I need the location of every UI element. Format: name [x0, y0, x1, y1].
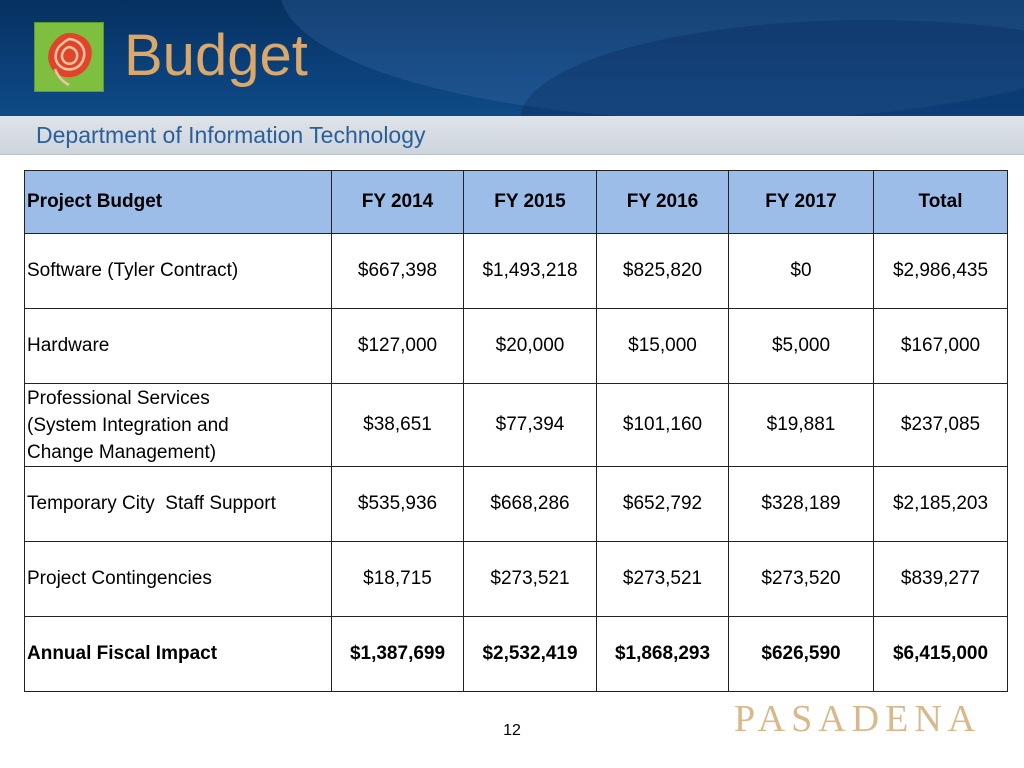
row-label-line: Change Management): [27, 441, 217, 463]
cell-fy2017: $5,000: [729, 309, 874, 384]
subtitle-bar: [0, 116, 1024, 155]
table-row: [25, 467, 1008, 542]
table-row-total: [25, 617, 1008, 692]
cell-total: $839,277: [874, 542, 1008, 617]
table-header-row: [25, 171, 1008, 234]
cell-fy2015: $668,286: [464, 467, 597, 542]
cell-total: $237,085: [874, 384, 1008, 467]
cell-fy2015: $2,532,419: [464, 617, 597, 692]
table-row: [25, 309, 1008, 384]
cell-total: $6,415,000: [874, 617, 1008, 692]
cell-fy2015: $20,000: [464, 309, 597, 384]
row-label: Temporary City Staff Support: [25, 467, 332, 542]
budget-table: [24, 170, 1008, 692]
table-row: [25, 542, 1008, 617]
cell-fy2014: $1,387,699: [332, 617, 464, 692]
cell-fy2014: $38,651: [332, 384, 464, 467]
cell-fy2016: $15,000: [597, 309, 729, 384]
cell-total: $2,185,203: [874, 467, 1008, 542]
rose-logo-icon: [34, 22, 104, 92]
cell-fy2017: $0: [729, 234, 874, 309]
row-label: Project Contingencies: [25, 542, 332, 617]
page-title: Budget: [124, 23, 308, 88]
table-row: [25, 384, 1008, 467]
column-header-fy2014: FY 2014: [332, 171, 464, 234]
column-header-fy2016: FY 2016: [597, 171, 729, 234]
cell-fy2015: $1,493,218: [464, 234, 597, 309]
cell-fy2017: $273,520: [729, 542, 874, 617]
cell-fy2016: $101,160: [597, 384, 729, 467]
cell-fy2015: $77,394: [464, 384, 597, 467]
cell-fy2016: $273,521: [597, 542, 729, 617]
cell-total: $167,000: [874, 309, 1008, 384]
cell-fy2017: $328,189: [729, 467, 874, 542]
slide-header: [0, 0, 1024, 116]
row-label: Software (Tyler Contract): [25, 234, 332, 309]
cell-fy2016: $1,868,293: [597, 617, 729, 692]
cell-fy2014: $667,398: [332, 234, 464, 309]
column-header-fy2017: FY 2017: [729, 171, 874, 234]
cell-fy2014: $18,715: [332, 542, 464, 617]
table-row: [25, 234, 1008, 309]
cell-fy2017: $626,590: [729, 617, 874, 692]
pasadena-wordmark: PASADENA: [734, 698, 982, 740]
cell-fy2014: $127,000: [332, 309, 464, 384]
row-label: Hardware: [25, 309, 332, 384]
cell-fy2015: $273,521: [464, 542, 597, 617]
cell-fy2016: $825,820: [597, 234, 729, 309]
column-header-fy2015: FY 2015: [464, 171, 597, 234]
department-subtitle: Department of Information Technology: [36, 122, 426, 148]
cell-total: $2,986,435: [874, 234, 1008, 309]
column-header-project-budget: Project Budget: [25, 171, 332, 234]
cell-fy2016: $652,792: [597, 467, 729, 542]
row-label-line: (System Integration and: [27, 414, 229, 436]
row-label: Annual Fiscal Impact: [25, 617, 332, 692]
row-label: [25, 384, 332, 467]
row-label-line: Professional Services: [27, 387, 210, 409]
column-header-total: Total: [874, 171, 1008, 234]
cell-fy2014: $535,936: [332, 467, 464, 542]
page-number: 12: [503, 722, 521, 739]
cell-fy2017: $19,881: [729, 384, 874, 467]
